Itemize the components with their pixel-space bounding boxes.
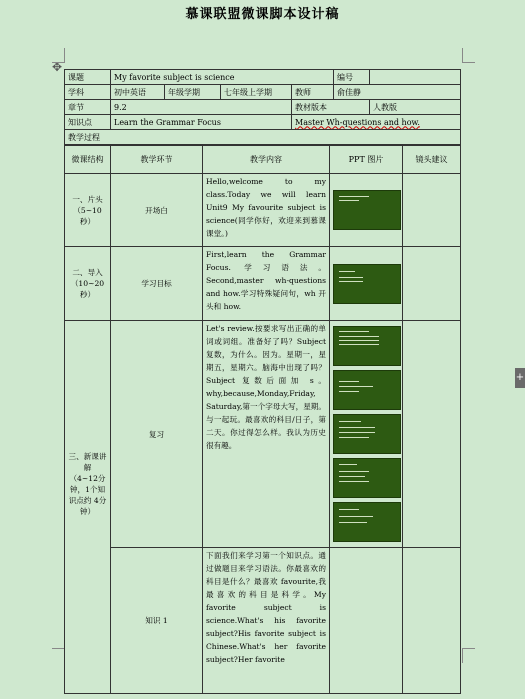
ppt-slide-thumbnail[interactable] xyxy=(333,414,401,454)
row-structure: 三、新课讲解 （4~12分钟，1个知识点约 4分钟） xyxy=(65,321,111,694)
row-ppt xyxy=(330,321,403,548)
number-label: 编号 xyxy=(334,70,370,85)
row-stage: 学习目标 xyxy=(111,247,203,321)
page-title: 慕课联盟微课脚本设计稿 xyxy=(185,7,340,22)
ppt-slide-thumbnail[interactable] xyxy=(333,326,401,366)
ppt-slide-thumbnail[interactable] xyxy=(333,264,401,304)
crop-mark-icon xyxy=(462,48,475,63)
topic-label: 课题 xyxy=(65,70,111,85)
ppt-slide-thumbnail[interactable] xyxy=(333,190,401,230)
row-stage: 知识 1 xyxy=(111,548,203,694)
ppt-slide-thumbnail[interactable] xyxy=(333,502,401,542)
meta-table xyxy=(64,69,461,145)
ppt-slide-thumbnail[interactable] xyxy=(333,370,401,410)
header-content: 教学内容 xyxy=(203,146,330,174)
teacher-value[interactable]: 俞佳静 xyxy=(334,85,461,100)
knowledge-label: 知识点 xyxy=(65,115,111,130)
topic-value[interactable]: My favorite subject is science xyxy=(111,70,334,85)
edition-label: 教材版本 xyxy=(292,100,370,115)
table-row xyxy=(65,548,461,694)
header-camera: 镜头建议 xyxy=(403,146,461,174)
ppt-slide-thumbnail[interactable] xyxy=(333,458,401,498)
header-stage: 教学环节 xyxy=(111,146,203,174)
row-content[interactable]: Let's review.按要求写出正确的单词或词组。准备好了吗？Subject 复数，为什么。因为。星期一，星期五，星期六。脑海中出现了吗？Subject 复数后面加 s。why,because,Monday,Friday, Saturday,第一个字母大写，星期。与一起玩。最喜欢的科目/日子，第二天。你过得怎么样。我认为历史很有趣。 xyxy=(203,321,330,548)
row-content[interactable]: First,learn the Grammar Focus. 学习语法。Second,master wh-questions and how.学习特殊疑问句，wh 开头和 how. xyxy=(203,247,330,321)
row-camera[interactable] xyxy=(403,174,461,247)
knowledge-value[interactable]: Learn the Grammar Focus xyxy=(111,115,292,130)
header-structure: 微课结构 xyxy=(65,146,111,174)
row-content[interactable]: Hello,welcome to my class.Today we will learn Unit9 My favourite subject is science(同学你好，欢迎来到慕课课堂。) xyxy=(203,174,330,247)
row-camera[interactable] xyxy=(403,321,461,548)
grade-label: 年级学期 xyxy=(165,85,221,100)
grade-value[interactable]: 七年级上学期 xyxy=(221,85,292,100)
number-value[interactable] xyxy=(370,70,461,85)
row-structure: 二、导入 （10~20秒） xyxy=(65,247,111,321)
table-row xyxy=(65,321,461,548)
edition-value[interactable]: 人教版 xyxy=(370,100,461,115)
subject-value[interactable]: 初中英语 xyxy=(111,85,165,100)
table-row xyxy=(65,174,461,247)
side-expand-tab[interactable]: + xyxy=(515,368,525,388)
row-stage: 复习 xyxy=(111,321,203,548)
row-ppt xyxy=(330,174,403,247)
table-move-handle-icon[interactable]: ✥ xyxy=(52,60,63,74)
subject-label: 学科 xyxy=(65,85,111,100)
row-ppt xyxy=(330,247,403,321)
section-value[interactable]: 9.2 xyxy=(111,100,292,115)
process-table xyxy=(64,145,461,694)
crop-mark-icon xyxy=(52,48,65,63)
row-camera[interactable] xyxy=(403,548,461,694)
table-row xyxy=(65,247,461,321)
row-camera[interactable] xyxy=(403,247,461,321)
knowledge-extra[interactable]: Master Wh-questions and how. xyxy=(292,115,461,130)
section-label: 章节 xyxy=(65,100,111,115)
row-stage: 开场白 xyxy=(111,174,203,247)
header-ppt: PPT 图片 xyxy=(330,146,403,174)
row-content[interactable]: 下面我们来学习第一个知识点。通过做题目来学习语法。你最喜欢的科目是什么？最喜欢 favourite,我最喜欢的科目是科学。My favorite subject is science.What's his favorite subject?His favorite subject is Chinese.What's her favorite subject?Her favorite xyxy=(203,548,330,694)
row-structure: 一、片头 （5~10秒） xyxy=(65,174,111,247)
crop-mark-icon xyxy=(462,648,475,663)
process-label: 教学过程 xyxy=(65,130,461,145)
row-ppt xyxy=(330,548,403,694)
teacher-label: 教师 xyxy=(292,85,334,100)
